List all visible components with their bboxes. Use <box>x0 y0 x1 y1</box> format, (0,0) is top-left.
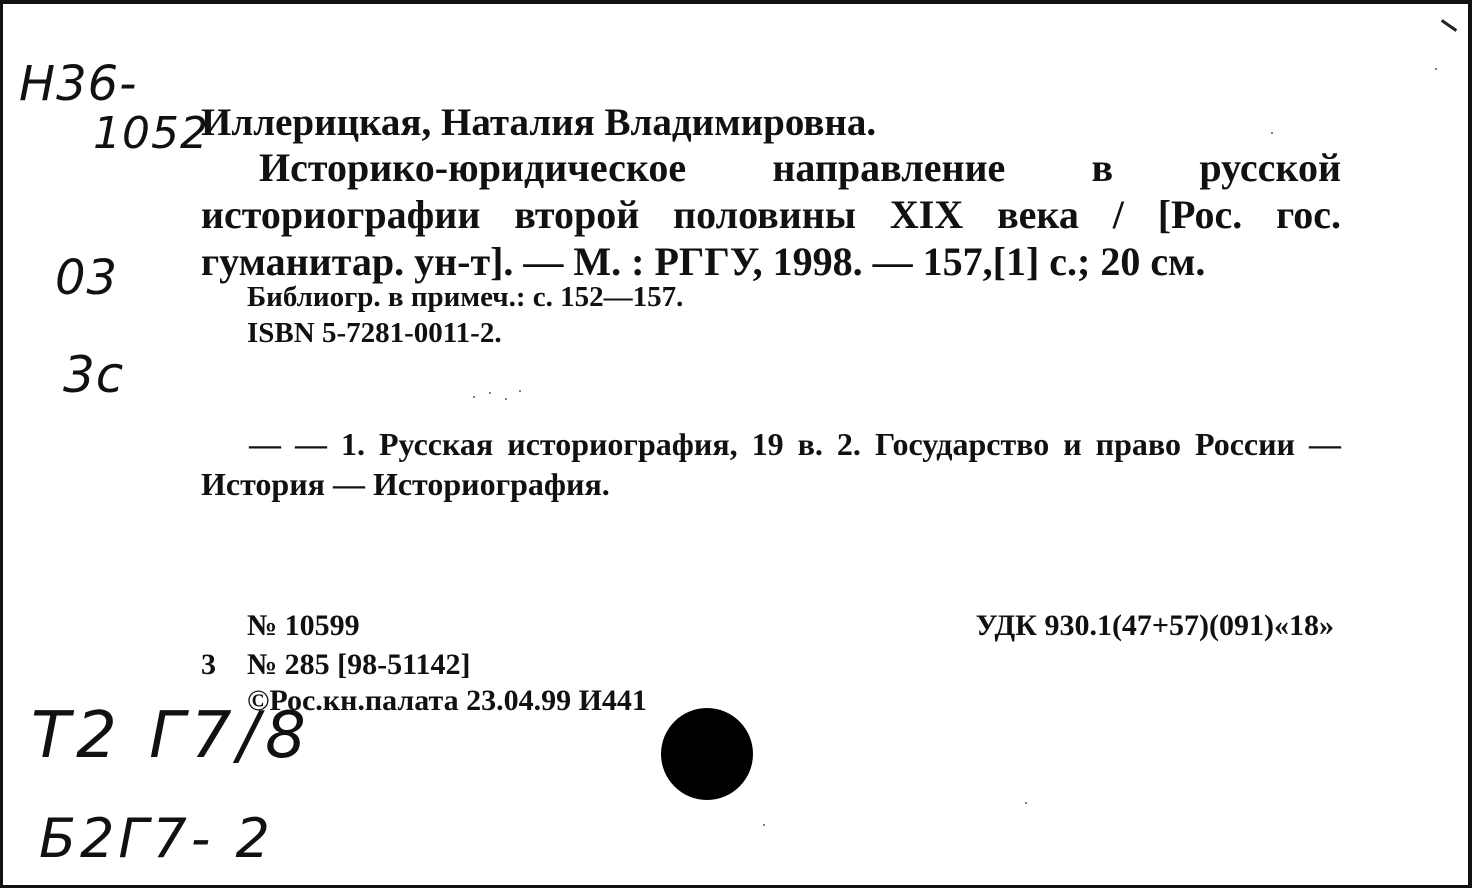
record-title: Историко-юридическое направление в русской историографии второй половины XIX века / [Рос. гос. гуманитар. ун-т]. — М. : РГГУ, 1998. — 157,[1] с.; 20 см. <box>201 145 1341 284</box>
handwritten-code-b2: Б2Г7- 2 <box>39 807 274 870</box>
handwritten-code-t2: Т2 Г7/8 <box>31 699 312 773</box>
speck <box>1025 802 1027 804</box>
handwritten-shelfmark-line1: Н36- <box>19 56 138 112</box>
accession-number-1: № 10599 <box>247 609 360 642</box>
speck <box>1435 68 1437 70</box>
record-subjects: — — 1. Русская историография, 19 в. 2. Государство и право России — История — Историография. <box>201 426 1341 502</box>
handwritten-mark-03: 03 <box>55 250 119 306</box>
copies-count: 3 <box>201 648 216 681</box>
corner-scan-mark <box>1441 19 1457 32</box>
record-author: Иллерицкая, Наталия Владимировна. <box>201 101 877 144</box>
punch-hole <box>661 708 753 800</box>
speck <box>505 398 507 400</box>
speck <box>1271 132 1273 134</box>
accession-number-2: № 285 [98-51142] <box>247 648 471 681</box>
speck <box>473 396 475 398</box>
record-isbn: ISBN 5-7281-0011-2. <box>247 317 502 349</box>
handwritten-shelfmark-line2: 1052 <box>93 108 209 159</box>
speck <box>489 392 491 394</box>
speck <box>763 824 765 826</box>
book-chamber-stamp: ©Рос.кн.палата 23.04.99 И441 <box>247 684 647 717</box>
udk-classification: УДК 930.1(47+57)(091)«18» <box>975 609 1334 642</box>
handwritten-mark-3c: 3с <box>63 346 125 404</box>
record-notes: Библиогр. в примеч.: с. 152—157. <box>247 281 684 313</box>
speck <box>519 390 521 392</box>
